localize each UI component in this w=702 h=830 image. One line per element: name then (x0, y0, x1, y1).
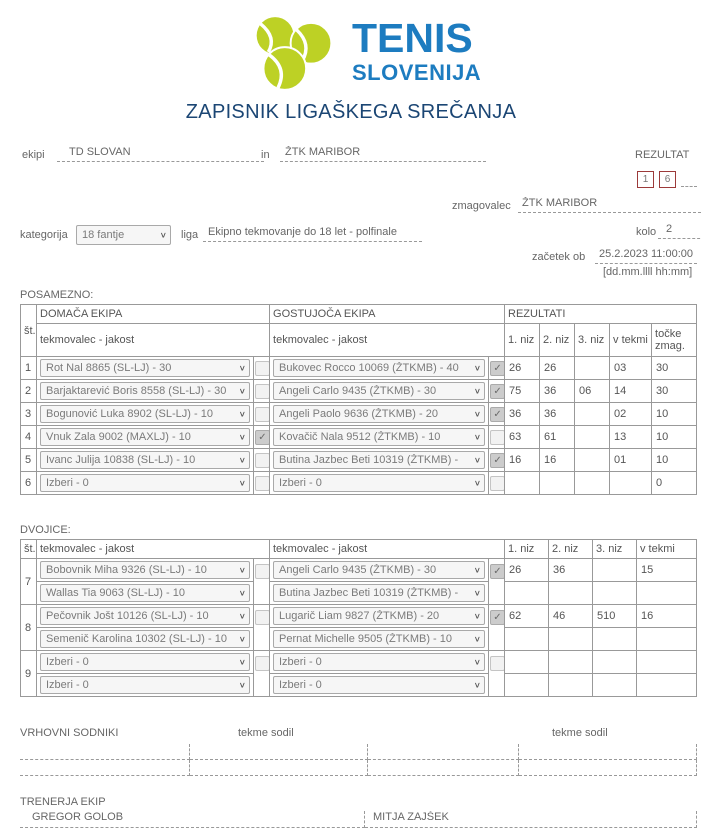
niz3-value (575, 426, 610, 449)
chevron-down-icon: ∨ (473, 657, 481, 667)
zacetek-label: začetek ob (532, 251, 586, 263)
niz1-value: 63 (505, 426, 540, 449)
home-coach-field[interactable]: GREGOR GOLOB (20, 811, 365, 828)
doubles-section (20, 524, 697, 697)
score-home-input[interactable]: 1 (637, 171, 654, 188)
doubles-row (21, 651, 697, 674)
niz3-value: 06 (575, 380, 610, 403)
col-tocke: točke zmag. (652, 324, 697, 357)
away-player1-select[interactable]: Angeli Carlo 9435 (ŽTKMB) - 30 ∨ (273, 561, 485, 579)
kategorija-label: kategorija (20, 229, 68, 241)
match-number: 7 (21, 559, 37, 605)
referee-matches-field[interactable] (190, 744, 368, 760)
chevron-down-icon: ∨ (238, 634, 246, 644)
v-tekmi-value (610, 472, 652, 495)
niz2-value: 46 (549, 605, 593, 628)
away-winner-checkbox[interactable]: ✓ (490, 384, 505, 399)
away-winner-checkbox[interactable]: ✓ (490, 564, 505, 579)
v-tekmi-value: 03 (610, 357, 652, 380)
niz3-value (593, 559, 637, 582)
home-winner-checkbox[interactable] (255, 610, 270, 625)
home-winner-checkbox[interactable] (255, 453, 270, 468)
away-player-select[interactable]: Angeli Paolo 9636 (ŽTKMB) - 20 ∨ (273, 405, 485, 423)
doubles-row-second (21, 628, 697, 651)
tennis-balls-logo-icon (246, 12, 343, 95)
in-label: in (261, 149, 270, 161)
home-winner-checkbox[interactable] (255, 656, 270, 671)
chevron-down-icon: ∨ (159, 230, 167, 240)
chevron-down-icon: ∨ (238, 363, 246, 373)
v-tekmi-value: 14 (610, 380, 652, 403)
singles-row (21, 357, 697, 380)
niz2-value: 36 (549, 559, 593, 582)
home-player2-select[interactable]: Semenič Karolina 10302 (SL-LJ) - 10 ∨ (40, 630, 250, 648)
doubles-row (21, 605, 697, 628)
doubles-row-second (21, 674, 697, 697)
tocke-value: 10 (652, 449, 697, 472)
singles-row (21, 403, 697, 426)
away-coach-field[interactable]: MITJA ZAJŠEK (365, 811, 697, 828)
singles-row (21, 426, 697, 449)
away-winner-checkbox[interactable] (490, 476, 505, 491)
chevron-down-icon: ∨ (473, 478, 482, 488)
rezultat-label: REZULTAT (635, 149, 690, 161)
niz1-value: 62 (505, 605, 549, 628)
niz2-value (549, 651, 593, 674)
match-number: 9 (21, 651, 37, 697)
logo-line2: SLOVENIJA (352, 60, 482, 85)
chevron-down-icon: ∨ (238, 478, 246, 488)
match-number: 5 (21, 449, 37, 472)
match-number: 3 (21, 403, 37, 426)
vrhovni-sodniki-label: VRHOVNI SODNIKI (20, 727, 119, 739)
referee-matches-field[interactable] (190, 760, 368, 776)
match-number: 1 (21, 357, 37, 380)
v-tekmi-value (637, 651, 697, 674)
chevron-down-icon: ∨ (473, 432, 482, 442)
home-winner-checkbox[interactable] (255, 384, 270, 399)
niz1-value: 26 (505, 559, 549, 582)
dvojice-label: DVOJICE: (20, 524, 71, 536)
match-number: 8 (21, 605, 37, 651)
col-tekmovalec-home: tekmovalec - jakost (37, 540, 270, 559)
home-player-select[interactable]: Rot Nal 8865 (SL-LJ) - 30 ∨ (40, 359, 250, 377)
singles-row (21, 472, 697, 495)
away-player2-select[interactable]: Pernat Michelle 9505 (ŽTKMB) - 10 ∨ (273, 630, 485, 648)
singles-section (20, 289, 697, 495)
chevron-down-icon: ∨ (473, 680, 481, 690)
chevron-down-icon: ∨ (238, 432, 246, 442)
col-niz3: 3. niz (575, 324, 610, 357)
col-st: št. (21, 305, 37, 357)
v-tekmi-value: 16 (637, 605, 697, 628)
away-player1-select[interactable]: Lugarič Liam 9827 (ŽTKMB) - 20 ∨ (273, 607, 485, 625)
chevron-down-icon: ∨ (238, 680, 246, 690)
niz2-value: 36 (540, 380, 575, 403)
zmagovalec-label: zmagovalec (452, 200, 511, 212)
tocke-value: 10 (652, 403, 697, 426)
col-gostujoca: GOSTUJOČA EKIPA (270, 305, 505, 324)
chevron-down-icon: ∨ (238, 657, 246, 667)
match-number: 6 (21, 472, 37, 495)
referee-matches-field[interactable] (519, 744, 697, 760)
match-number: 2 (21, 380, 37, 403)
trenerja-ekip-label: TRENERJA EKIP (20, 796, 106, 808)
chevron-down-icon: ∨ (238, 565, 246, 575)
niz3-value (575, 449, 610, 472)
kolo-field[interactable]: 2 (658, 223, 702, 239)
home-winner-checkbox[interactable] (255, 476, 270, 491)
home-player1-select[interactable]: Bobovnik Miha 9326 (SL-LJ) - 10 ∨ (40, 561, 250, 579)
liga-label: liga (181, 229, 199, 241)
niz2-value: 26 (540, 357, 575, 380)
niz1-value: 36 (505, 403, 540, 426)
away-team-field[interactable]: ŽTK MARIBOR (280, 146, 486, 162)
chevron-down-icon: ∨ (473, 588, 481, 598)
kategorija-value: 18 fantje (82, 229, 125, 241)
v-tekmi-value: 02 (610, 403, 652, 426)
logo-line1: TENIS (352, 15, 473, 61)
away-winner-checkbox[interactable]: ✓ (490, 610, 505, 625)
away-player-select[interactable]: Bukovec Rocco 10069 (ŽTKMB) - 40 ∨ (273, 359, 485, 377)
liga-field[interactable]: Ekipno tekmovanje do 18 let - polfinale (203, 226, 422, 242)
ekipi-label: ekipi (22, 149, 45, 161)
chevron-down-icon: ∨ (238, 386, 246, 396)
chevron-down-icon: ∨ (473, 565, 481, 575)
home-player1-select[interactable]: Izberi - 0 ∨ (40, 653, 250, 671)
v-tekmi-value: 01 (610, 449, 652, 472)
singles-table (20, 304, 697, 495)
chevron-down-icon: ∨ (238, 588, 246, 598)
logo-wordmark (352, 15, 482, 85)
away-player-select[interactable]: Angeli Carlo 9435 (ŽTKMB) - 30 ∨ (273, 382, 485, 400)
chevron-down-icon: ∨ (238, 455, 246, 465)
away-winner-checkbox[interactable]: ✓ (490, 361, 505, 376)
tocke-value: 30 (652, 380, 697, 403)
home-winner-checkbox[interactable]: ✓ (255, 430, 270, 445)
away-winner-checkbox[interactable]: ✓ (490, 407, 505, 422)
referee-field[interactable] (20, 744, 190, 760)
chevron-down-icon: ∨ (238, 611, 246, 621)
col-v-tekmi: v tekmi (637, 540, 697, 559)
home-winner-checkbox[interactable] (255, 361, 270, 376)
away-player-select[interactable]: Kovačič Nala 9512 (ŽTKMB) - 10 ∨ (273, 428, 485, 446)
home-player-select[interactable]: Barjaktarević Boris 8558 (SL-LJ) - 30 ∨ (40, 382, 250, 400)
posamezno-label: POSAMEZNO: (20, 289, 94, 301)
zacetek-field[interactable]: 25.2.2023 11:00:00 (595, 248, 697, 264)
niz2-value: 16 (540, 449, 575, 472)
winner-field[interactable]: ŽTK MARIBOR (518, 197, 701, 213)
home-winner-checkbox[interactable] (255, 407, 270, 422)
niz3-value (575, 357, 610, 380)
away-player2-select[interactable]: Izberi - 0 ∨ (273, 676, 485, 694)
tekme-sodil-label-1: tekme sodil (238, 727, 294, 739)
referees-grid (20, 744, 697, 776)
referee-field[interactable] (368, 760, 519, 776)
v-tekmi-value: 15 (637, 559, 697, 582)
score-away-input[interactable]: 6 (659, 171, 676, 188)
col-st: št. (21, 540, 37, 559)
col-tekmovalec-away: tekmovalec - jakost (270, 324, 505, 357)
tekme-sodil-label-2: tekme sodil (552, 727, 608, 739)
away-winner-checkbox[interactable] (490, 430, 505, 445)
home-player-select[interactable]: Izberi - 0 ∨ (40, 474, 250, 492)
niz3-value: 510 (593, 605, 637, 628)
col-niz2: 2. niz (549, 540, 593, 559)
col-niz1: 1. niz (505, 324, 540, 357)
niz1-value: 16 (505, 449, 540, 472)
doubles-row-second (21, 582, 697, 605)
doubles-row (21, 559, 697, 582)
singles-row (21, 380, 697, 403)
chevron-down-icon: ∨ (473, 634, 481, 644)
chevron-down-icon: ∨ (473, 611, 481, 621)
referee-matches-field[interactable] (519, 760, 697, 776)
niz1-value: 26 (505, 357, 540, 380)
doubles-table (20, 539, 697, 697)
home-player2-select[interactable]: Wallas Tia 9063 (SL-LJ) - 10 ∨ (40, 584, 250, 602)
away-winner-checkbox[interactable] (490, 656, 505, 671)
tocke-value: 10 (652, 426, 697, 449)
chevron-down-icon: ∨ (473, 363, 482, 373)
v-tekmi-value: 13 (610, 426, 652, 449)
col-tekmovalec-away: tekmovalec - jakost (270, 540, 505, 559)
niz3-value (593, 651, 637, 674)
home-player-select[interactable]: Bogunović Luka 8902 (SL-LJ) - 10 ∨ (40, 405, 250, 423)
niz3-value (575, 403, 610, 426)
away-winner-checkbox[interactable]: ✓ (490, 453, 505, 468)
match-number: 4 (21, 426, 37, 449)
chevron-down-icon: ∨ (473, 409, 482, 419)
kategorija-select[interactable] (76, 225, 171, 245)
home-player-select[interactable]: Vnuk Zala 9002 (MAXLJ) - 10 ∨ (40, 428, 250, 446)
away-player2-select[interactable]: Butina Jazbec Beti 10319 (ŽTKMB) - ∨ (273, 584, 485, 602)
niz3-value (575, 472, 610, 495)
home-player1-select[interactable]: Pečovnik Jošt 10126 (SL-LJ) - 10 ∨ (40, 607, 250, 625)
niz2-value: 61 (540, 426, 575, 449)
score-underline (681, 171, 697, 187)
col-domaca: DOMAČA EKIPA (37, 305, 270, 324)
chevron-down-icon: ∨ (473, 455, 482, 465)
referee-field[interactable] (368, 744, 519, 760)
col-v-tekmi: v tekmi (610, 324, 652, 357)
col-niz3: 3. niz (593, 540, 637, 559)
referee-field[interactable] (20, 760, 190, 776)
away-player1-select[interactable]: Izberi - 0 ∨ (273, 653, 485, 671)
tocke-value: 0 (652, 472, 697, 495)
niz1-value (505, 651, 549, 674)
niz1-value: 75 (505, 380, 540, 403)
away-player-select[interactable]: Butina Jazbec Beti 10319 (ŽTKMB) - ∨ (273, 451, 485, 469)
col-rezultati: REZULTATI (505, 305, 697, 324)
niz2-value: 36 (540, 403, 575, 426)
kolo-label: kolo (636, 226, 657, 238)
singles-row (21, 449, 697, 472)
col-niz2: 2. niz (540, 324, 575, 357)
home-team-field[interactable]: TD SLOVAN (57, 146, 264, 162)
home-player2-select[interactable]: Izberi - 0 ∨ (40, 676, 250, 694)
home-player-select[interactable]: Ivanc Julija 10838 (SL-LJ) - 10 ∨ (40, 451, 250, 469)
page-title: ZAPISNIK LIGAŠKEGA SREČANJA (185, 101, 517, 123)
chevron-down-icon: ∨ (238, 409, 246, 419)
away-player-select[interactable]: Izberi - 0 ∨ (273, 474, 485, 492)
home-winner-checkbox[interactable] (255, 564, 270, 579)
tocke-value: 30 (652, 357, 697, 380)
col-niz1: 1. niz (505, 540, 549, 559)
niz2-value (540, 472, 575, 495)
chevron-down-icon: ∨ (473, 386, 482, 396)
zacetek-hint: [dd.mm.llll hh:mm] (603, 266, 693, 278)
col-tekmovalec-home: tekmovalec - jakost (37, 324, 270, 357)
niz1-value (505, 472, 540, 495)
